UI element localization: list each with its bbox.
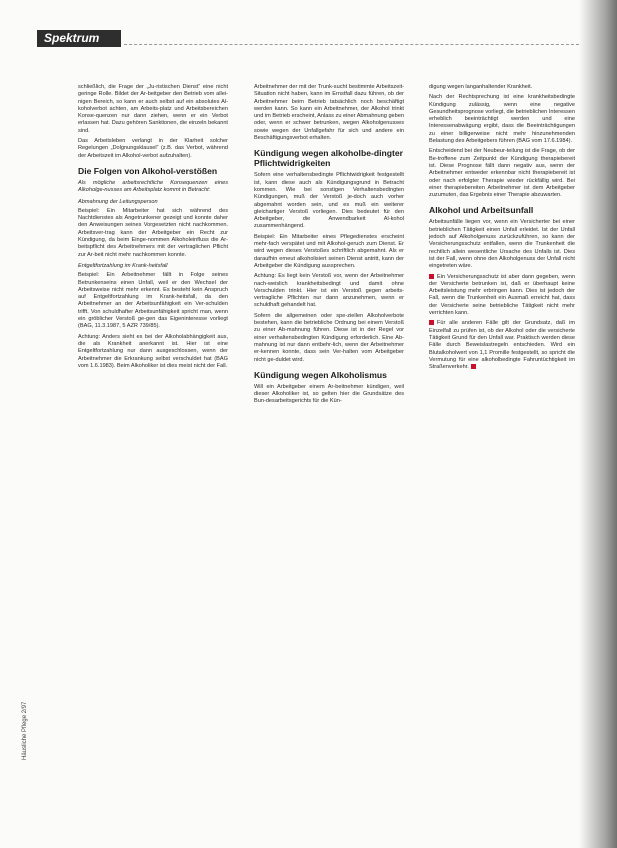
bullet-icon	[429, 274, 434, 279]
paragraph: Achtung: Es liegt kein Verstoß vor, wenn der Arbeitnehmer nach-weislich krankheitsbedingt und damit ohne Verschulden trinkt. Hier ist ein Verstoß gegen arbeits-vertragliche Pflichten nur dann anzunehmen, wenn er schuldhaft gehandelt hat.	[254, 273, 404, 309]
paragraph: Entscheidend bei der Neubeur-teilung ist die Frage, ob der Be-troffene zum Zeitpunkt der Kündigung therapiebereit ist. Diese Prognose fällt dann negativ aus, wenn der Arbeitnehmer entweder erkennbar nicht therapiebereit ist oder nach erfolgter Therapie wieder rückfällig wird. Bei einer therapiebereiten Arbeitnehmer ist dem Arbeitgeber zuzumuten, das Ergebnis einer Therapie abzuwarten.	[429, 148, 575, 199]
paragraph: Sofern die allgemeinen oder spe-ziellen Alkoholverbote bestehen, kann die betriebliche Ordnung bei einem Verstoß zu einer Ab-mahnung führen. Diese ist in der Regel vor einer verhaltensbedingten Kündigung erforderlich. Eine Ab-mahnung ist nur dann entbehr-lich, wenn der Arbeitnehmer er-kennen konnte, dass sein Ver-halten vom Arbeitgeber nicht ge-duldet wird.	[254, 312, 404, 363]
paragraph: Will ein Arbeitgeber einem Ar-beitnehmer kündigen, weil dieser Alkoholiker ist, so gelten hier die Grundsätze des Bun-desarbeitsgerichts für die Kün-	[254, 383, 404, 405]
paragraph: Nach der Rechtsprechung ist eine krankheitsbedingte Kündigung zulässig, wenn eine negative Gesundheitsprognose vorliegt, die betrieblichen Interessen erheblich beeinträchtigt werden und eine Interessenabwägung ergibt, dass die Beeinträchtigungen zu einer billigerweise nicht mehr hinzunehmenden Belastung des Arbeitgebers führen (BAG vom 17.6.1984).	[429, 94, 575, 145]
section-heading: Kündigung wegen Alkoholismus	[254, 369, 387, 380]
text-column-3	[429, 84, 575, 374]
end-of-article-icon	[471, 364, 476, 369]
subheading: Entgeltfortzahlung im Krank-heitsfall	[78, 262, 168, 269]
page-fold-shadow	[579, 0, 617, 848]
subheading: Abmahnung der Leitungsperson	[78, 198, 158, 205]
bullet-text: Für alle anderen Fälle gilt der Grundsatz, daß im Einzelfall zu prüfen ist, ob der Alkohol oder die versicherte Tätigkeit Grund für den Unfall war. Praktisch werden diese Fälle durch Beweislastregeln entschieden. Wird ein Blutalkoholwert von 1,1 Promille festgestellt, so spricht die Vermutung für eine alkoholbedingte Fahruntüchtigkeit im Straßenverkehr.	[429, 320, 575, 371]
paragraph: schließlich, die Frage der „Ju-ristischen Dienst“ eine nicht geringe Rolle. Bildet der Ar-beitgeber den Betrieb vom allei-nigen Bereich, so kann er auch selbst auf ein absolutes Al-koholverbot achten, am Arbeits-platz und Arbeitsbereichen Konse-quenzen nur dann ziehen, wenn er ein Verbot erlassen hat. Dazu gehören Sanktionen, die einzeln bekannt sind.	[78, 84, 228, 134]
text-column-1	[78, 84, 228, 373]
bullet-icon	[429, 320, 434, 325]
paragraph: Arbeitsunfälle liegen vor, wenn ein Versicherter bei einer betrieblichen Tätigkeit einen Unfall erleidet. Ist der Unfall jedoch auf Alkoholgenuss zurückzuführen, so kann der Versicherungsschutz entfallen, wenn die Trunkenheit die rechtlich allein wesentliche Ursache des Unfalls ist. Dies ist der Fall, wenn ohne den Alkoholgenuss der Unfall nicht eingetreten wäre.	[429, 219, 575, 270]
paragraph: Achtung: Anders sieht es bei der Alkoholabhängigkeit aus, die als Krankheit anerkannt ist. Hier ist eine Entgeltfortzahlung nur dann ausgeschlossen, wenn der Arbeitnehmer die Erkrankung selbst verschuldet hat (BAG vom 1.6.1983). Beim Alkoholiker ist dies meist nicht der Fall.	[78, 333, 228, 369]
section-heading: Die Folgen von Alkohol-verstößen	[78, 165, 218, 176]
intro-paragraph: Als mögliche arbeitsrechtliche Konsequenzen eines Alkoholge-nusses am Arbeitsplatz kommt in Betracht:	[78, 179, 228, 194]
bullet-item	[429, 320, 575, 371]
paragraph: Arbeitnehmer der mit der Trunk-sucht bestimmte Arbeitszeit-Situation nicht haben, kann im Ernstfall dazu führen, ob der Arbeitnehmer beim Betrieb tatsächlich noch beschäftigt werden kann. So kann ein Arbeitnehmer, der Alkohol trinkt und im Betrieb erscheint, Anlass zu einer Abmahnung geben oder, wenn er schwer betrunken, wegen Alkoholgenusses sowie wegen der Unfallgefahr für sich und andere ein Beschäftigungsverbot erhalten.	[254, 84, 404, 142]
paragraph: Beispiel: Ein Mitarbeiter hat sich während des Nachtdienstes als Angetrunkener gezeigt und konnte daher den Anweisungen seines Vorgesetzten nicht nachkommen. Arbeitsver-trag kann der Arbeitgeber ein Recht zur Kündigung, da beim Einge-nommen Alkoholeinfluss die Ar-beitspflicht des Arbeitnehmers mit der vertraglichen Pflicht zur Ar-beit nicht mehr nachkommen konnte.	[78, 207, 228, 258]
section-heading: Kündigung wegen alkoholbe-dingter Pflichtwidrigkeiten	[254, 148, 403, 169]
journal-footer-label: Häusliche Pflege 2/97	[22, 701, 28, 760]
paragraph: Das Arbeitsleben verlangt in der Klarheit solcher Regelungen „Dolgnungsklausel“ (z.B. das Verbot, während der Arbeitszeit im Alkohol-verbot aufzuhalten).	[78, 138, 228, 159]
section-title: Spektrum	[44, 31, 100, 45]
text-column-2	[254, 84, 404, 409]
paragraph: Sofern eine verhaltensbedingte Pflichtwidrigkeit festgestellt ist, kann diese auch als Kündigungsgrund in Betracht kommen. Wie bei sonstigen Verhaltensbedingten Kündigungen, muß der Verstoß je-doch auch vorher abgemahnt worden sein, und es muß ein weiterer gleichartiger Verstoß vorliegen. Dies bedeutet für den Arbeitgeber, die Anwendbarkeit Al-kohol zusammenhängend.	[254, 172, 404, 230]
bullet-text: Ein Versicherungsschutz ist aber dann gegeben, wenn der Versicherte betrunken ist, daß er überhaupt keine Arbeitsleistung mehr erbringen kann. Dies ist jedoch der Fall, wenn die Trunkenheit ein Ausmaß erreicht hat, dass der Versicherte seine betriebliche Tätigkeit nicht mehr verrichten kann.	[429, 273, 575, 317]
paragraph: digung wegen langanhaltender Krankheit.	[429, 84, 533, 90]
header-divider	[124, 44, 579, 45]
paragraph: Beispiel: Ein Mitarbeiter eines Pflegedienstes erscheint mehr-fach verspätet und mit Alkohol-geruch zum Dienst. Er wird wegen dieses Verstoßes schriftlich abgemahnt. Als er daraufhin erneut alkoholisiert seinen Dienst antritt, kann der Arbeitgeber die Kündigung aussprechen.	[254, 233, 404, 269]
paragraph: Beispiel: Ein Arbeitnehmer fällt in Folge seines Betrunkenseins einen Unfall, weil er den Wechsel der Arbeitsweise nicht mehr erkennt. Es besteht kein Anspruch auf Entgeltfortzahlung im Krank-heitsfall, da den Arbeitnehmer an der Arbeitsunfähigkeit ein Ver-schulden trifft. Von schuldhafter Arbeitsunfähigkeit spricht man, wenn ein gröblicher Verstoß ge-gen das Eigeninteresse vorliegt (BAG, 11.3.1987, 5 AZR 739/85).	[78, 272, 228, 330]
bullet-item	[429, 274, 575, 318]
section-heading: Alkohol und Arbeitsunfall	[429, 205, 534, 216]
